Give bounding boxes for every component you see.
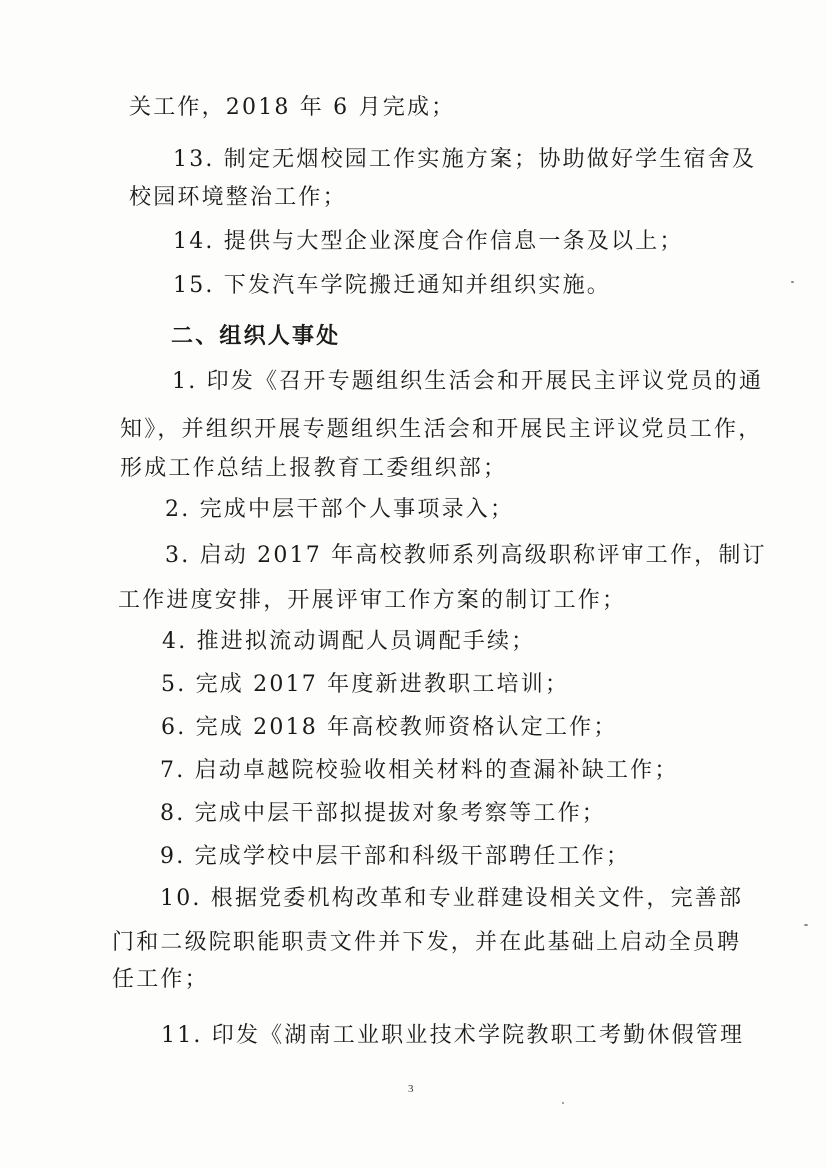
text-line-15: 6. 完成 2018 年高校教师资格认定工作； (161, 715, 618, 740)
text-line-14: 5. 完成 2017 年度新进教职工培训； (161, 672, 570, 697)
text-line-8: 知》，并组织开展专题组织生活会和开展民主评议党员工作， (120, 417, 763, 442)
text-line-16: 7. 启动卓越院校验收相关材料的查漏补缺工作； (160, 758, 679, 783)
text-line-7: 1. 印发《召开专题组织生活会和开展民主评议党员的通 (172, 369, 764, 394)
text-line-20: 门和二级院职能职责文件并下发，并在此基础上启动全员聘 (112, 930, 742, 955)
text-line-3: 校园环境整治工作； (129, 185, 347, 210)
text-line-21: 任工作； (112, 967, 209, 992)
text-line-9: 形成工作总结上报教育工委组织部； (120, 456, 508, 481)
page-number: 3 (408, 1083, 414, 1095)
text-line-1: 关工作，2018 年 6 月完成； (129, 95, 456, 120)
text-line-4: 14. 提供与大型企业深度合作信息一条及以上； (173, 229, 684, 254)
text-line-5: 15. 下发汽车学院搬迁通知并组织实施。 (173, 273, 611, 298)
text-line-13: 4. 推进拟流动调配人员调配手续； (162, 629, 536, 654)
text-line-17: 8. 完成中层干部拟提拔对象考察等工作； (160, 801, 606, 826)
text-line-11: 3. 启动 2017 年高校教师系列高级职称评审工作，制订 (165, 543, 767, 568)
text-line-12: 工作进度安排，开展评审工作方案的制订工作； (118, 588, 627, 613)
scan-speck (562, 1102, 564, 1104)
text-line-2: 13. 制定无烟校园工作实施方案；协助做好学生宿舍及 (173, 147, 757, 172)
scan-speck (791, 281, 794, 283)
text-line-18: 9. 完成学校中层干部和科级干部聘任工作； (160, 844, 631, 869)
text-line-10: 2. 完成中层干部个人事项录入； (165, 497, 515, 522)
section-heading: 二、组织人事处 (171, 324, 341, 349)
text-line-22: 11. 印发《湖南工业职业技术学院教职工考勤休假管理 (161, 1023, 745, 1048)
text-line-19: 10. 根据党委机构改革和专业群建设相关文件，完善部 (160, 886, 744, 911)
scan-speck (804, 924, 808, 926)
